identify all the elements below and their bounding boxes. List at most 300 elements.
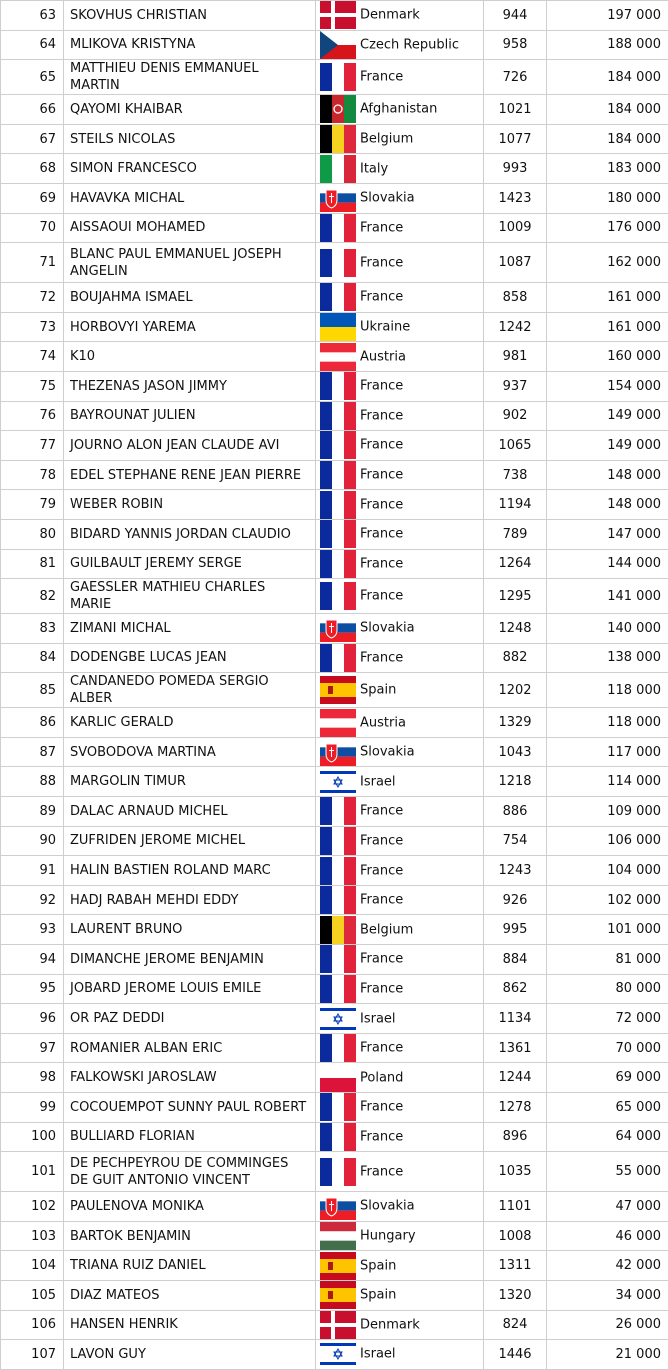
israel-flag-icon — [320, 1340, 356, 1368]
number-cell: 958 — [484, 30, 547, 60]
country-name: Israel — [360, 774, 396, 789]
country-name: France — [360, 220, 403, 235]
country-cell — [316, 342, 484, 372]
player-name-cell: DE PECHPEYROU DE COMMINGES DE GUIT ANTONIO VINCENT — [64, 1152, 316, 1192]
country-cell — [316, 1093, 484, 1123]
amount-cell: 55 000 — [547, 1152, 668, 1192]
player-name-cell: COCOUEMPOT SUNNY PAUL ROBERT — [64, 1093, 316, 1123]
slovakia-flag-icon — [320, 738, 356, 766]
player-name-cell: QAYOMI KHAIBAR — [64, 95, 316, 125]
amount-cell: 148 000 — [547, 460, 668, 490]
france-flag-icon — [320, 214, 356, 242]
france-flag-icon — [320, 283, 356, 311]
table-row — [1, 856, 668, 886]
amount-cell: 118 000 — [547, 673, 668, 708]
player-name-cell: HANSEN HENRIK — [64, 1310, 316, 1340]
rank-cell: 94 — [1, 945, 64, 975]
number-cell: 944 — [484, 1, 547, 31]
country-name: France — [360, 379, 403, 394]
czech-flag-icon — [320, 31, 356, 59]
rank-cell: 78 — [1, 460, 64, 490]
amount-cell: 65 000 — [547, 1093, 668, 1123]
player-name-cell: SVOBODOVA MARTINA — [64, 737, 316, 767]
country-cell — [316, 1310, 484, 1340]
france-flag-icon — [320, 945, 356, 973]
country-name: France — [360, 863, 403, 878]
player-name-cell: KARLIC GERALD — [64, 708, 316, 738]
table-row — [1, 342, 668, 372]
amount-cell: 183 000 — [547, 154, 668, 184]
amount-cell: 102 000 — [547, 885, 668, 915]
player-name-cell: CANDANEDO POMEDA SERGIO ALBER — [64, 673, 316, 708]
table-row — [1, 737, 668, 767]
rank-cell: 95 — [1, 974, 64, 1004]
rank-cell: 104 — [1, 1251, 64, 1281]
number-cell: 926 — [484, 885, 547, 915]
table-row — [1, 1122, 668, 1152]
table-row — [1, 915, 668, 945]
player-name-cell: BARTOK BENJAMIN — [64, 1221, 316, 1251]
france-flag-icon — [320, 461, 356, 489]
country-cell — [316, 797, 484, 827]
country-name: France — [360, 893, 403, 908]
country-cell — [316, 1192, 484, 1222]
country-cell — [316, 549, 484, 579]
player-name-cell: TRIANA RUIZ DANIEL — [64, 1251, 316, 1281]
france-flag-icon — [320, 797, 356, 825]
table-row — [1, 1192, 668, 1222]
amount-cell: 47 000 — [547, 1192, 668, 1222]
player-name-cell: DIAZ MATEOS — [64, 1280, 316, 1310]
france-flag-icon — [320, 886, 356, 914]
table-row — [1, 60, 668, 95]
number-cell: 1244 — [484, 1063, 547, 1093]
country-cell — [316, 1063, 484, 1093]
number-cell: 1248 — [484, 614, 547, 644]
table-row — [1, 1221, 668, 1251]
player-name-cell: HALIN BASTIEN ROLAND MARC — [64, 856, 316, 886]
player-name-cell: GAESSLER MATHIEU CHARLES MARIE — [64, 579, 316, 614]
rank-cell: 63 — [1, 1, 64, 31]
country-name: Ukraine — [360, 320, 410, 335]
country-name: France — [360, 589, 403, 604]
country-name: France — [360, 981, 403, 996]
rank-cell: 107 — [1, 1340, 64, 1370]
amount-cell: 140 000 — [547, 614, 668, 644]
amount-cell: 197 000 — [547, 1, 668, 31]
country-name: France — [360, 70, 403, 85]
amount-cell: 114 000 — [547, 767, 668, 797]
amount-cell: 64 000 — [547, 1122, 668, 1152]
france-flag-icon — [320, 550, 356, 578]
amount-cell: 104 000 — [547, 856, 668, 886]
table-row — [1, 826, 668, 856]
country-name: Hungary — [360, 1229, 416, 1244]
amount-cell: 188 000 — [547, 30, 668, 60]
player-name-cell: MLIKOVA KRISTYNA — [64, 30, 316, 60]
number-cell: 1021 — [484, 95, 547, 125]
rank-cell: 73 — [1, 312, 64, 342]
player-name-cell: EDEL STEPHANE RENE JEAN PIERRE — [64, 460, 316, 490]
amount-cell: 149 000 — [547, 401, 668, 431]
amount-cell: 72 000 — [547, 1004, 668, 1034]
rank-cell: 100 — [1, 1122, 64, 1152]
rank-cell: 88 — [1, 767, 64, 797]
table-row — [1, 519, 668, 549]
france-flag-icon — [320, 491, 356, 519]
france-flag-icon — [320, 372, 356, 400]
france-flag-icon — [320, 827, 356, 855]
rank-cell: 67 — [1, 124, 64, 154]
rank-cell: 98 — [1, 1063, 64, 1093]
table-row — [1, 579, 668, 614]
rank-cell: 82 — [1, 579, 64, 614]
amount-cell: 118 000 — [547, 708, 668, 738]
player-name-cell: BLANC PAUL EMMANUEL JOSEPH ANGELIN — [64, 243, 316, 283]
country-cell — [316, 1280, 484, 1310]
table-row — [1, 460, 668, 490]
spain-flag-icon — [320, 1281, 356, 1309]
amount-cell: 109 000 — [547, 797, 668, 827]
country-name: Belgium — [360, 922, 413, 937]
player-name-cell: DIMANCHE JEROME BENJAMIN — [64, 945, 316, 975]
rank-cell: 76 — [1, 401, 64, 431]
player-name-cell: HADJ RABAH MEHDI EDDY — [64, 885, 316, 915]
table-row — [1, 549, 668, 579]
rank-cell: 85 — [1, 673, 64, 708]
country-cell — [316, 856, 484, 886]
country-cell — [316, 401, 484, 431]
country-cell — [316, 183, 484, 213]
france-flag-icon — [320, 520, 356, 548]
amount-cell: 141 000 — [547, 579, 668, 614]
country-cell — [316, 1122, 484, 1152]
number-cell: 902 — [484, 401, 547, 431]
amount-cell: 101 000 — [547, 915, 668, 945]
italy-flag-icon — [320, 155, 356, 183]
amount-cell: 161 000 — [547, 283, 668, 313]
rank-cell: 83 — [1, 614, 64, 644]
table-row — [1, 1004, 668, 1034]
belgium-flag-icon — [320, 916, 356, 944]
number-cell: 1264 — [484, 549, 547, 579]
country-name: France — [360, 1129, 403, 1144]
denmark-flag-icon — [320, 1, 356, 29]
table-row — [1, 1251, 668, 1281]
israel-flag-icon — [320, 1005, 356, 1033]
rank-cell: 84 — [1, 643, 64, 673]
country-name: France — [360, 804, 403, 819]
country-name: Belgium — [360, 132, 413, 147]
france-flag-icon — [320, 63, 356, 91]
player-name-cell: ZIMANI MICHAL — [64, 614, 316, 644]
country-cell — [316, 371, 484, 401]
country-cell — [316, 243, 484, 283]
rank-cell: 71 — [1, 243, 64, 283]
table-row — [1, 312, 668, 342]
number-cell: 1446 — [484, 1340, 547, 1370]
number-cell: 1295 — [484, 579, 547, 614]
number-cell: 884 — [484, 945, 547, 975]
number-cell: 789 — [484, 519, 547, 549]
amount-cell: 21 000 — [547, 1340, 668, 1370]
country-name: Spain — [360, 683, 396, 698]
number-cell: 882 — [484, 643, 547, 673]
player-name-cell: AISSAOUI MOHAMED — [64, 213, 316, 243]
country-name: Spain — [360, 1288, 396, 1303]
country-name: Czech Republic — [360, 37, 459, 52]
country-cell — [316, 431, 484, 461]
table-row — [1, 1280, 668, 1310]
rank-cell: 105 — [1, 1280, 64, 1310]
number-cell: 1320 — [484, 1280, 547, 1310]
country-cell — [316, 460, 484, 490]
france-flag-icon — [320, 857, 356, 885]
player-name-cell: JOURNO ALON JEAN CLAUDE AVI — [64, 431, 316, 461]
country-name: Slovakia — [360, 191, 415, 206]
hungary-flag-icon — [320, 1222, 356, 1250]
country-cell — [316, 95, 484, 125]
player-name-cell: FALKOWSKI JAROSLAW — [64, 1063, 316, 1093]
player-name-cell: HAVAVKA MICHAL — [64, 183, 316, 213]
country-name: Israel — [360, 1347, 396, 1362]
poland-flag-icon — [320, 1064, 356, 1092]
country-cell — [316, 490, 484, 520]
player-name-cell: BIDARD YANNIS JORDAN CLAUDIO — [64, 519, 316, 549]
table-row — [1, 1093, 668, 1123]
country-cell — [316, 124, 484, 154]
table-row — [1, 243, 668, 283]
table-row — [1, 945, 668, 975]
table-row — [1, 673, 668, 708]
country-cell — [316, 30, 484, 60]
amount-cell: 144 000 — [547, 549, 668, 579]
country-name: France — [360, 497, 403, 512]
country-cell — [316, 579, 484, 614]
austria-flag-icon — [320, 709, 356, 737]
country-cell — [316, 614, 484, 644]
country-name: France — [360, 255, 403, 270]
player-name-cell: MARGOLIN TIMUR — [64, 767, 316, 797]
rank-cell: 70 — [1, 213, 64, 243]
number-cell: 1202 — [484, 673, 547, 708]
rank-cell: 103 — [1, 1221, 64, 1251]
country-cell — [316, 154, 484, 184]
player-name-cell: BULLIARD FLORIAN — [64, 1122, 316, 1152]
number-cell: 1043 — [484, 737, 547, 767]
player-name-cell: WEBER ROBIN — [64, 490, 316, 520]
table-row — [1, 708, 668, 738]
rank-cell: 65 — [1, 60, 64, 95]
player-name-cell: LAURENT BRUNO — [64, 915, 316, 945]
player-name-cell: K10 — [64, 342, 316, 372]
player-name-cell: PAULENOVA MONIKA — [64, 1192, 316, 1222]
player-name-cell: ZUFRIDEN JEROME MICHEL — [64, 826, 316, 856]
rank-cell: 79 — [1, 490, 64, 520]
country-cell — [316, 1152, 484, 1192]
country-cell — [316, 673, 484, 708]
rank-cell: 97 — [1, 1033, 64, 1063]
number-cell: 896 — [484, 1122, 547, 1152]
rank-cell: 75 — [1, 371, 64, 401]
country-cell — [316, 213, 484, 243]
number-cell: 1035 — [484, 1152, 547, 1192]
amount-cell: 148 000 — [547, 490, 668, 520]
player-name-cell: SIMON FRANCESCO — [64, 154, 316, 184]
number-cell: 981 — [484, 342, 547, 372]
number-cell: 993 — [484, 154, 547, 184]
country-name: Poland — [360, 1070, 403, 1085]
table-row — [1, 154, 668, 184]
france-flag-icon — [320, 1123, 356, 1151]
table-row — [1, 643, 668, 673]
player-name-cell: SKOVHUS CHRISTIAN — [64, 1, 316, 31]
player-name-cell: OR PAZ DEDDI — [64, 1004, 316, 1034]
number-cell: 862 — [484, 974, 547, 1004]
country-cell — [316, 312, 484, 342]
table-row — [1, 1152, 668, 1192]
table-row — [1, 614, 668, 644]
israel-flag-icon — [320, 768, 356, 796]
amount-cell: 80 000 — [547, 974, 668, 1004]
country-cell — [316, 519, 484, 549]
number-cell: 1242 — [484, 312, 547, 342]
amount-cell: 176 000 — [547, 213, 668, 243]
amount-cell: 69 000 — [547, 1063, 668, 1093]
amount-cell: 26 000 — [547, 1310, 668, 1340]
rank-cell: 81 — [1, 549, 64, 579]
rank-cell: 87 — [1, 737, 64, 767]
country-name: Slovakia — [360, 745, 415, 760]
rank-cell: 89 — [1, 797, 64, 827]
rank-cell: 102 — [1, 1192, 64, 1222]
rank-cell: 99 — [1, 1093, 64, 1123]
amount-cell: 81 000 — [547, 945, 668, 975]
number-cell: 824 — [484, 1310, 547, 1340]
rank-cell: 92 — [1, 885, 64, 915]
number-cell: 738 — [484, 460, 547, 490]
rank-cell: 101 — [1, 1152, 64, 1192]
amount-cell: 184 000 — [547, 60, 668, 95]
belgium-flag-icon — [320, 125, 356, 153]
country-name: France — [360, 1164, 403, 1179]
number-cell: 1009 — [484, 213, 547, 243]
ukraine-flag-icon — [320, 313, 356, 341]
slovakia-flag-icon — [320, 1192, 356, 1220]
amount-cell: 161 000 — [547, 312, 668, 342]
country-cell — [316, 915, 484, 945]
number-cell: 995 — [484, 915, 547, 945]
country-name: Slovakia — [360, 1199, 415, 1214]
rank-cell: 93 — [1, 915, 64, 945]
table-row — [1, 431, 668, 461]
table-row — [1, 490, 668, 520]
country-name: France — [360, 952, 403, 967]
country-cell — [316, 708, 484, 738]
country-name: Israel — [360, 1011, 396, 1026]
rank-cell: 90 — [1, 826, 64, 856]
country-name: France — [360, 1100, 403, 1115]
france-flag-icon — [320, 1093, 356, 1121]
table-row — [1, 183, 668, 213]
france-flag-icon — [320, 431, 356, 459]
france-flag-icon — [320, 402, 356, 430]
france-flag-icon — [320, 249, 356, 277]
country-cell — [316, 1, 484, 31]
player-name-cell: LAVON GUY — [64, 1340, 316, 1370]
player-name-cell: DODENGBE LUCAS JEAN — [64, 643, 316, 673]
table-row — [1, 401, 668, 431]
amount-cell: 34 000 — [547, 1280, 668, 1310]
player-name-cell: STEILS NICOLAS — [64, 124, 316, 154]
table-row — [1, 124, 668, 154]
number-cell: 1311 — [484, 1251, 547, 1281]
country-name: Austria — [360, 349, 406, 364]
number-cell: 858 — [484, 283, 547, 313]
player-name-cell: BOUJAHMA ISMAEL — [64, 283, 316, 313]
amount-cell: 162 000 — [547, 243, 668, 283]
player-name-cell: DALAC ARNAUD MICHEL — [64, 797, 316, 827]
table-row — [1, 30, 668, 60]
spain-flag-icon — [320, 676, 356, 704]
table-row — [1, 974, 668, 1004]
amount-cell: 42 000 — [547, 1251, 668, 1281]
number-cell: 1194 — [484, 490, 547, 520]
country-name: France — [360, 556, 403, 571]
country-cell — [316, 826, 484, 856]
rank-cell: 91 — [1, 856, 64, 886]
slovakia-flag-icon — [320, 614, 356, 642]
country-cell — [316, 737, 484, 767]
france-flag-icon — [320, 975, 356, 1003]
austria-flag-icon — [320, 343, 356, 371]
rank-cell: 77 — [1, 431, 64, 461]
amount-cell: 180 000 — [547, 183, 668, 213]
country-cell — [316, 974, 484, 1004]
country-name: France — [360, 1041, 403, 1056]
number-cell: 1065 — [484, 431, 547, 461]
table-row — [1, 767, 668, 797]
player-name-cell: BAYROUNAT JULIEN — [64, 401, 316, 431]
country-cell — [316, 1033, 484, 1063]
results-table-body — [1, 1, 668, 1370]
country-cell — [316, 885, 484, 915]
amount-cell: 147 000 — [547, 519, 668, 549]
number-cell: 1087 — [484, 243, 547, 283]
country-cell — [316, 1004, 484, 1034]
player-name-cell: MATTHIEU DENIS EMMANUEL MARTIN — [64, 60, 316, 95]
country-name: Austria — [360, 715, 406, 730]
number-cell: 1218 — [484, 767, 547, 797]
denmark-flag-icon — [320, 1311, 356, 1339]
table-row — [1, 283, 668, 313]
rank-cell: 80 — [1, 519, 64, 549]
amount-cell: 149 000 — [547, 431, 668, 461]
table-row — [1, 1310, 668, 1340]
country-cell — [316, 945, 484, 975]
amount-cell: 46 000 — [547, 1221, 668, 1251]
rank-cell: 74 — [1, 342, 64, 372]
rank-cell: 69 — [1, 183, 64, 213]
country-name: France — [360, 438, 403, 453]
number-cell: 754 — [484, 826, 547, 856]
france-flag-icon — [320, 1158, 356, 1186]
rank-cell: 86 — [1, 708, 64, 738]
number-cell: 1008 — [484, 1221, 547, 1251]
amount-cell: 70 000 — [547, 1033, 668, 1063]
table-row — [1, 371, 668, 401]
player-name-cell: HORBOVYI YAREMA — [64, 312, 316, 342]
